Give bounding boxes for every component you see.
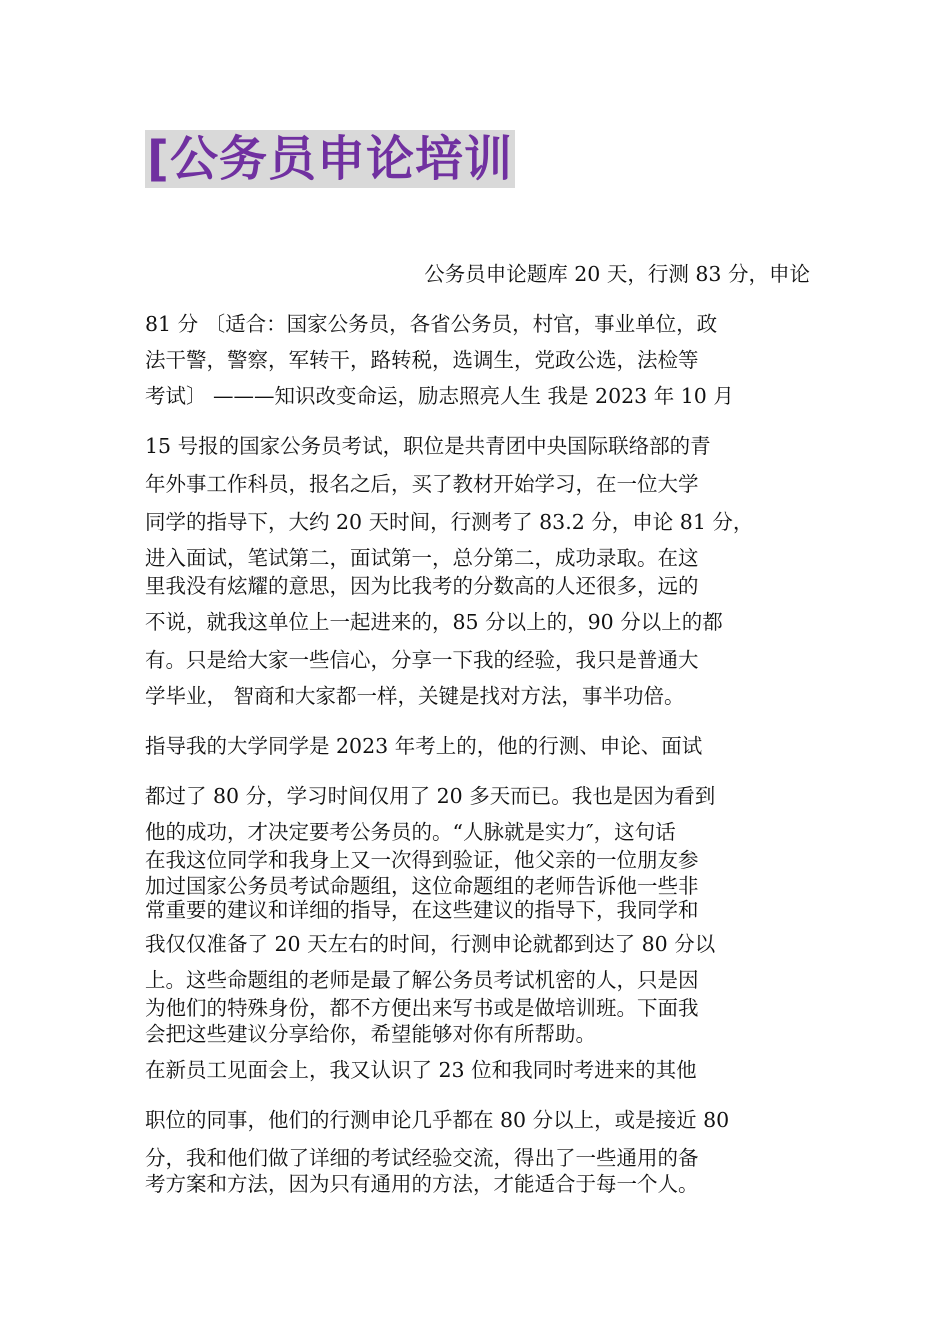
text-line: 指导我的大学同学是 2023 年考上的，他的行测、申论、面试 bbox=[145, 734, 703, 758]
text-line: 分，我和他们做了详细的考试经验交流，得出了一些通用的备 bbox=[145, 1146, 699, 1170]
text-line: 年外事工作科员，报名之后，买了教材开始学习，在一位大学 bbox=[145, 472, 699, 496]
text-line: 职位的同事，他们的行测申论几乎都在 80 分以上，或是接近 80 bbox=[145, 1108, 730, 1132]
text-line: 常重要的建议和详细的指导，在这些建议的指导下，我同学和 bbox=[145, 898, 699, 922]
text-line: 都过了 80 分，学习时间仅用了 20 多天而已。我也是因为看到 bbox=[145, 784, 716, 808]
text-line: 加过国家公务员考试命题组，这位命题组的老师告诉他一些非 bbox=[145, 874, 699, 898]
text-line: 考试〕 ———知识改变命运，励志照亮人生 我是 2023 年 10 月 bbox=[145, 384, 734, 408]
text-line: 为他们的特殊身份，都不方便出来写书或是做培训班。下面我 bbox=[145, 996, 699, 1020]
text-line: 公务员申论题库 20 天，行测 83 分，申论 bbox=[424, 262, 810, 286]
text-line: 在新员工见面会上，我又认识了 23 位和我同时考进来的其他 bbox=[145, 1058, 697, 1082]
text-line: 上。这些命题组的老师是最了解公务员考试机密的人，只是因 bbox=[145, 968, 699, 992]
text-line: 学毕业， 智商和大家都一样，关键是找对方法，事半功倍。 bbox=[145, 684, 685, 708]
text-line: 15 号报的国家公务员考试，职位是共青团中央国际联络部的青 bbox=[145, 434, 711, 458]
text-line: 进入面试，笔试第二，面试第一，总分第二，成功录取。在这 bbox=[145, 546, 699, 570]
text-line: 同学的指导下，大约 20 天时间，行测考了 83.2 分，申论 81 分， bbox=[145, 510, 754, 534]
text-line: 他的成功，才决定要考公务员的。“人脉就是实力″，这句话 bbox=[145, 820, 676, 844]
text-line: 不说，就我这单位上一起进来的，85 分以上的，90 分以上的都 bbox=[145, 610, 723, 634]
text-line: 有。只是给大家一些信心，分享一下我的经验，我只是普通大 bbox=[145, 648, 699, 672]
text-line: 会把这些建议分享给你，希望能够对你有所帮助。 bbox=[145, 1022, 596, 1046]
text-line: 我仅仅准备了 20 天左右的时间，行测申论就都到达了 80 分以 bbox=[145, 932, 716, 956]
document-title: [公务员申论培训 bbox=[147, 131, 513, 187]
text-line: 在我这位同学和我身上又一次得到验证，他父亲的一位朋友参 bbox=[145, 848, 699, 872]
text-line: 法干警，警察，军转干，路转税，选调生，党政公选，法检等 bbox=[145, 348, 699, 372]
text-line: 81 分 〔适合：国家公务员，各省公务员，村官，事业单位，政 bbox=[145, 312, 718, 336]
text-line: 里我没有炫耀的意思，因为比我考的分数高的人还很多，远的 bbox=[145, 574, 699, 598]
text-line: 考方案和方法，因为只有通用的方法，才能适合于每一个人。 bbox=[145, 1172, 699, 1196]
